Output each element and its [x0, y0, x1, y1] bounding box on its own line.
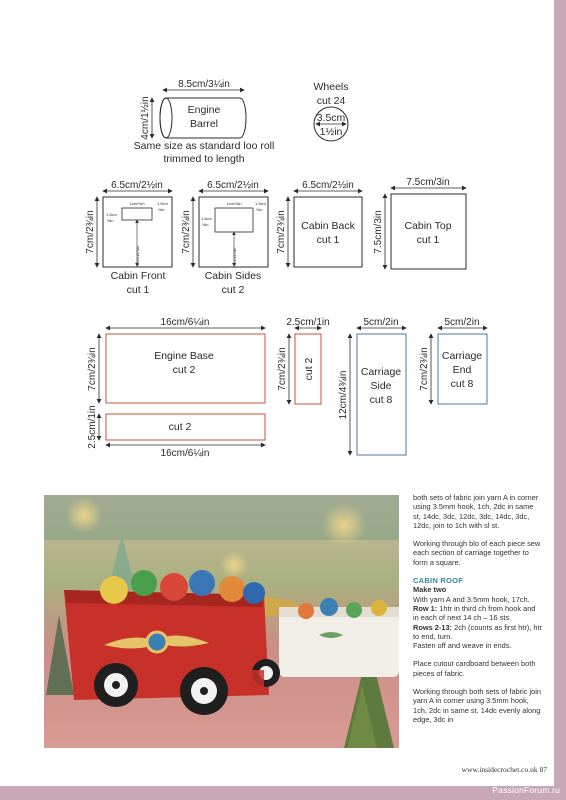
cabin-front-right-margin: 1.5cm [157, 201, 168, 206]
cabin-sides-template [181, 180, 268, 296]
instruction-paragraph-2: Working through blo of each piece sew each section of carriage together to form a square. [413, 539, 541, 567]
carriage-side-name-1: Carriage [360, 366, 402, 378]
pattern-instructions [413, 493, 543, 733]
row-1-text: 1htr in third ch from hook and in each of next 14 ch – 16 sts. [413, 603, 536, 623]
cabin-top-width: 7.5cm/3in [406, 177, 450, 188]
engine-base-template [87, 316, 265, 403]
cabin-sides-left-margin: 1.5cm [201, 216, 212, 221]
engine-base-strip-cut: cut 2 [168, 421, 192, 433]
wheels-diameter-cm: 3.5cm [316, 112, 346, 124]
carriage-side-cut: cut 8 [369, 394, 393, 406]
carriage-end-name-1: Carriage [441, 350, 483, 362]
watermark: PassionForum.ru [492, 785, 560, 795]
engine-base-cut: cut 2 [172, 364, 196, 376]
carriage-side-template [338, 317, 406, 455]
engine-base-height: 7cm/2¾in [87, 347, 98, 391]
cabin-top-name: Cabin Top [404, 220, 452, 232]
instruction-paragraph-1: both sets of fabric join yarn A in corner using 3.5mm hook, 1ch, 2dc in same st, 14dc, 3dc, 12dc, 3dc, 14dc, 3dc, 12dc, join to 1ch with sl st. [413, 493, 539, 530]
cabin-top-height: 7.5cm/3in [373, 210, 384, 254]
cabin-front-left-margin-in: ⅝in [107, 218, 114, 223]
cabin-back-name: Cabin Back [301, 220, 355, 232]
cabin-sides-name: Cabin Sides [204, 270, 262, 282]
small-strip-height: 7cm/2¾in [277, 347, 288, 391]
engine-barrel-height: 4cm/1½in [140, 96, 151, 140]
wheels-cut: cut 24 [316, 95, 346, 107]
wheel-left [94, 663, 138, 707]
engine-base-strip-width: 16cm/6¼in [160, 448, 210, 459]
engine-base-name: Engine Base [154, 350, 214, 362]
cabin-front-height: 7cm/2¾in [85, 210, 96, 254]
carriage-side-width: 5cm/2in [363, 317, 399, 328]
cabin-sides-width: 6.5cm/2½in [207, 180, 259, 191]
cabin-sides-cut: cut 2 [221, 284, 245, 296]
cabin-front-width: 6.5cm/2½in [111, 180, 163, 191]
instruction-paragraph-4: Place cutout cardboard between both pieces of fabric. [413, 659, 536, 678]
row-1-label: Row 1: [413, 603, 438, 613]
cabin-front-window-height: 4.5cm/1¾in [135, 245, 140, 267]
cabin-sides-window-width: 1cm/⅜in [226, 201, 242, 206]
engine-base-strip-height: 2.5cm/1in [87, 405, 98, 449]
cabin-sides-height: 7cm/2¾in [181, 210, 192, 254]
cabin-sides-right-margin: 1.5cm [255, 201, 266, 206]
small-strip-template [277, 317, 330, 404]
small-strip-width: 2.5cm/1in [286, 317, 330, 328]
cabin-front-window-width: 1cm/⅜in [129, 201, 145, 206]
cabin-front-name: Cabin Front [110, 270, 166, 282]
cabin-sides-window-height: 3.5cm/1⅜in [232, 247, 237, 269]
carriage-end-name-2: End [452, 364, 472, 376]
instruction-chain: With yarn A and 3.5mm hook, 17ch. [413, 594, 530, 604]
wheels-diameter-in: 1½in [319, 126, 343, 138]
engine-base-strip-template [87, 405, 265, 459]
engine-barrel-name-2: Barrel [189, 118, 219, 130]
footer-page-number: 87 [539, 765, 547, 774]
wheels-title: Wheels [313, 81, 349, 93]
footer-website[interactable]: www.insidecrochet.co.uk [461, 765, 538, 774]
wheels-template [313, 81, 348, 141]
cabin-back-height: 7cm/2¾in [276, 210, 287, 254]
cabin-front-right-margin-in: ⅝in [158, 207, 165, 212]
cabin-sides-right-margin-in: ⅝in [256, 207, 263, 212]
cabin-front-template [85, 180, 172, 296]
section-heading-cabin-roof: CABIN ROOF [413, 576, 464, 586]
instruction-paragraph-5: Working through both sets of fabric join yarn A in corner using 3.5mm hook, 1ch, 2dc in same st, 14dc evenly along edge, 3dc in [413, 687, 542, 724]
carriage-end-height: 7cm/2¾in [419, 347, 430, 391]
instruction-fasten-off: Fasten off and weave in ends. [413, 641, 512, 651]
cabin-sides-left-margin-in: ⅝in [202, 222, 209, 227]
engine-barrel-template [134, 78, 275, 165]
cabin-back-template [276, 180, 362, 267]
carriage-end-cut: cut 8 [450, 378, 474, 390]
carriage-end-width: 5cm/2in [444, 317, 480, 328]
engine-barrel-name-1: Engine [187, 104, 221, 116]
carriage-end-template [419, 317, 487, 404]
cabin-top-template [373, 177, 466, 269]
cabin-top-cut: cut 1 [416, 234, 440, 246]
instruction-rows-2-13 [413, 623, 543, 642]
engine-barrel-width: 8.5cm/3¼in [178, 79, 230, 90]
engine-base-width: 16cm/6¼in [160, 317, 210, 328]
wheel-right [180, 667, 228, 715]
rows-2-13-text: 2ch (counts as first htr), htr to end, turn. [413, 622, 542, 641]
cabin-back-cut: cut 1 [316, 234, 340, 246]
instruction-row-1 [413, 604, 543, 623]
make-count: Make two [413, 585, 447, 595]
page-footer [432, 765, 547, 774]
engine-barrel-note-1: Same size as standard loo roll [133, 140, 275, 152]
train-photo [44, 495, 399, 748]
carriage-side-height: 12cm/4¾in [338, 370, 349, 420]
engine-barrel-note-2: trimmed to length [163, 153, 245, 165]
cabin-back-width: 6.5cm/2½in [302, 180, 354, 191]
rows-2-13-label: Rows 2-13: [413, 622, 453, 632]
cabin-front-left-margin: 1.5cm [106, 212, 117, 217]
cabin-front-cut: cut 1 [126, 284, 150, 296]
small-strip-cut: cut 2 [303, 357, 315, 381]
crochet-train-illustration [44, 495, 399, 748]
carriage-side-name-2: Side [370, 380, 392, 392]
